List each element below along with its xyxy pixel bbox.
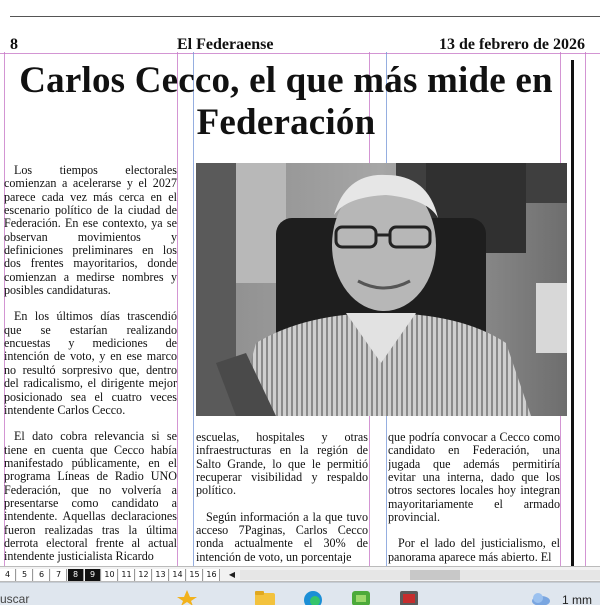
page-tab-14[interactable]: 14 — [170, 569, 186, 581]
col3-paragraph-1: que podría convocar a Cecco como candidato en Federación, una jugada que además permitiría evitar una interna, dado que los otros sectores locales hoy integran mayoritariamente el armado provincial. — [388, 431, 560, 525]
page-tab-15[interactable]: 15 — [187, 569, 203, 581]
article-column-2 — [196, 431, 368, 566]
scroll-left-arrow-icon[interactable]: ◀ — [228, 570, 236, 579]
page-tab-11[interactable]: 11 — [119, 569, 135, 581]
page-header — [10, 36, 585, 56]
page-tab-8-current[interactable]: 8 — [68, 569, 84, 581]
page-tab-7[interactable]: 7 — [51, 569, 67, 581]
top-rule — [10, 16, 600, 17]
taskbar-search-box[interactable]: uscar — [0, 592, 30, 605]
col3-paragraph-2: Por el lado del justicialismo, el panorama aparece más abierto. El — [388, 536, 560, 564]
windows-taskbar — [0, 582, 600, 605]
widgets-icon[interactable] — [176, 589, 198, 605]
col2-paragraph-2: Según información a la que tuvo acceso 7Paginas, Carlos Cecco ronda actualmente el 30% de intención de voto, un porcentaje — [196, 509, 368, 564]
newspaper-name: El Federaense — [177, 36, 274, 53]
page-tab-13[interactable]: 13 — [153, 569, 169, 581]
col2-paragraph-1: escuelas, hospitales y otras infraestructuras en la región de Salto Grande, lo que le permitió recuperar visibilidad y respaldo político. — [196, 431, 368, 498]
page-tab-10[interactable]: 10 — [102, 569, 118, 581]
app-publisher-icon[interactable] — [398, 589, 420, 605]
weather-icon[interactable] — [530, 589, 552, 605]
file-explorer-icon[interactable] — [254, 589, 276, 605]
col1-paragraph-1: Los tiempos electorales comienzan a acelerarse y el 2027 parece cada vez más cerca en el escenario político de la ciudad de Federación. En ese contexto, ya se observan movimientos y definiciones preliminares en los dos frentes mayoritarios, donde comienzan a medirse nombres y posibles candidaturas. — [4, 164, 177, 298]
issue-date: 13 de febrero de 2026 — [438, 36, 585, 53]
page-navigation-bar — [0, 566, 600, 582]
col1-paragraph-2: En los últimos días trascendió que se estarían realizando encuestas y mediciones de intención de voto, y en ese marco no resultó sorpresivo que, dentro del radicalismo, el dirigente mejor posicionado sea el cuatro veces intendente Carlos Cecco. — [4, 309, 177, 417]
edge-browser-icon[interactable] — [302, 589, 324, 605]
page-tab-9[interactable]: 9 — [85, 569, 101, 581]
article-column-1 — [4, 164, 177, 566]
taskbar-clock[interactable]: 1 mm — [562, 593, 592, 605]
page-tab-16[interactable]: 16 — [204, 569, 220, 581]
headline[interactable]: Carlos Cecco, el que más mide en Federación — [19, 60, 553, 143]
app-green-icon[interactable] — [350, 589, 372, 605]
page-tab-4[interactable]: 4 — [0, 569, 16, 581]
horizontal-scroll-thumb[interactable] — [410, 570, 460, 580]
page-tab-6[interactable]: 6 — [34, 569, 50, 581]
page-number: 8 — [10, 36, 18, 53]
margin-guide-right — [585, 52, 586, 566]
col1-paragraph-3: El dato cobra relevancia si se tiene en cuenta que Cecco había manifestado públicamente, en el programa Líneas de Radio UNO Federación, que no volvería a presentarse como candidato a intendente. Aquellas declaraciones fueron realizadas tras la última derrota electoral frente al actual intendente justicialista Ricardo — [4, 429, 177, 564]
page-tab-5[interactable]: 5 — [17, 569, 33, 581]
portrait-photo-icon[interactable] — [196, 163, 567, 416]
column-rule — [571, 60, 574, 566]
article-column-3 — [388, 431, 560, 566]
page-tab-12[interactable]: 12 — [136, 569, 152, 581]
